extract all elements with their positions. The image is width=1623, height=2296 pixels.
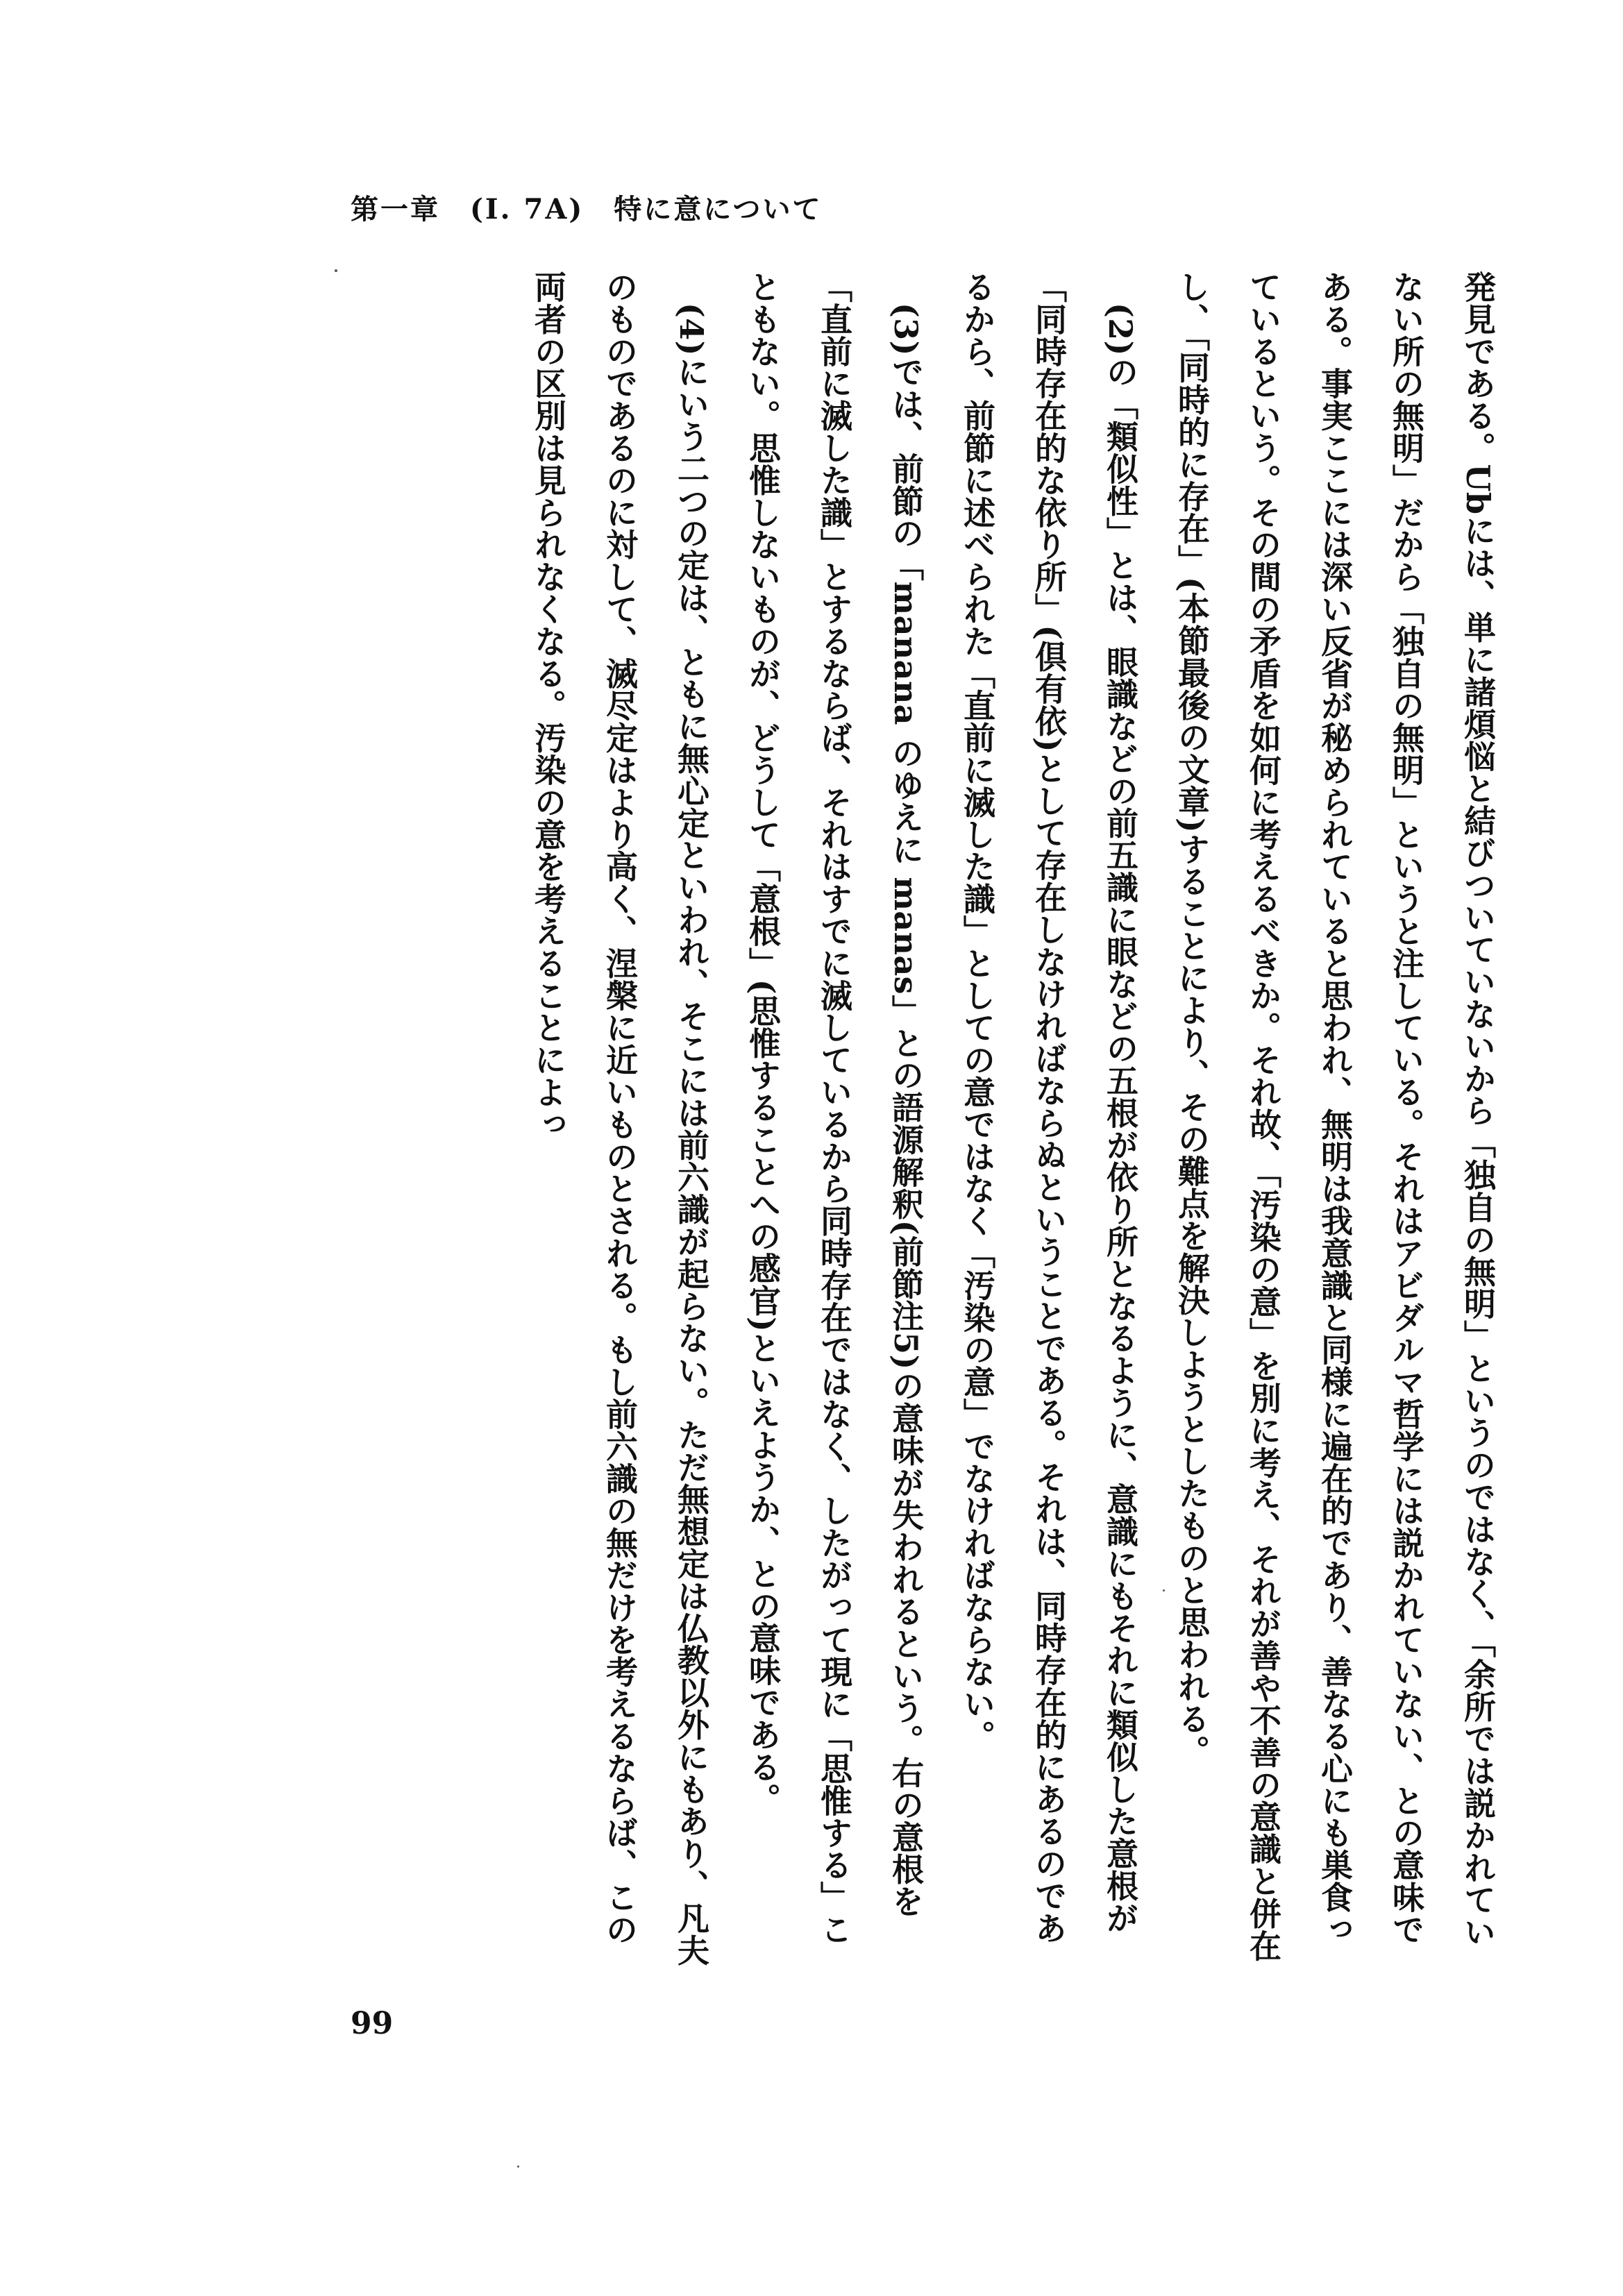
paragraph-4: (4)にいう二つの定は、ともに無心定といわれ、そこには前六識が起らない。ただ無想定は仏教以外にもあり、凡夫のものであるのに対して、滅尽定はより高く、涅槃に近いものとされる。もし前六識の無だけを考えるならば、この両者の区別は見られなくなる。汚染の意を考えることによっ <box>530 271 710 1966</box>
paragraph-1: 発見である。Ubには、単に諸煩悩と結びついていないから「独自の無明」というのではなく、「余所では説かれていない所の無明」だから「独自の無明」というと注している。それはアビダルマ哲学には説かれていない、との意味である。事実ここには深い反省が秘められていると思われ、無明は我意識と同様に遍在的であり、善なる心にも巣食っているという。その間の矛盾を如何に考えるべきか。それ故、「汚染の意」を別に考え、それが善や不善の意識と併在し、「同時的に存在」(本節最後の文章)することにより、その難点を解決しようとしたものと思われる。 <box>1173 271 1497 1962</box>
paragraph-2: (2)の「類似性」とは、眼識などの前五識に眼などの五根が依り所となるように、意識にもそれに類似した意根が「同時存在的な依り所」(倶有依)として存在しなければならぬということである。それは、同時存在的にあるのであるから、前節に述べられた「直前に滅した識」としての意ではなく「汚染の意」でなければならない。 <box>959 271 1139 1944</box>
scan-speck <box>517 2166 519 2168</box>
body-text <box>305 271 1513 1971</box>
page-number: 99 <box>351 2006 394 2041</box>
running-head: 第一章 (I. 7A) 特に意について <box>351 193 823 226</box>
scan-speck <box>1163 1589 1165 1592</box>
scan-speck <box>335 269 337 272</box>
paragraph-3: (3)では、前節の「manana のゆえに manas」との語源解釈(前節注5)の意味が失われるという。右の意根を「直前に滅した識」とするならば、それはすでに滅しているから同時存在ではなく、したがって現に「思惟する」こともない。思惟しないものが、どうして「意根」(思惟することへの感官)といえようか、との意味である。 <box>744 271 925 1945</box>
